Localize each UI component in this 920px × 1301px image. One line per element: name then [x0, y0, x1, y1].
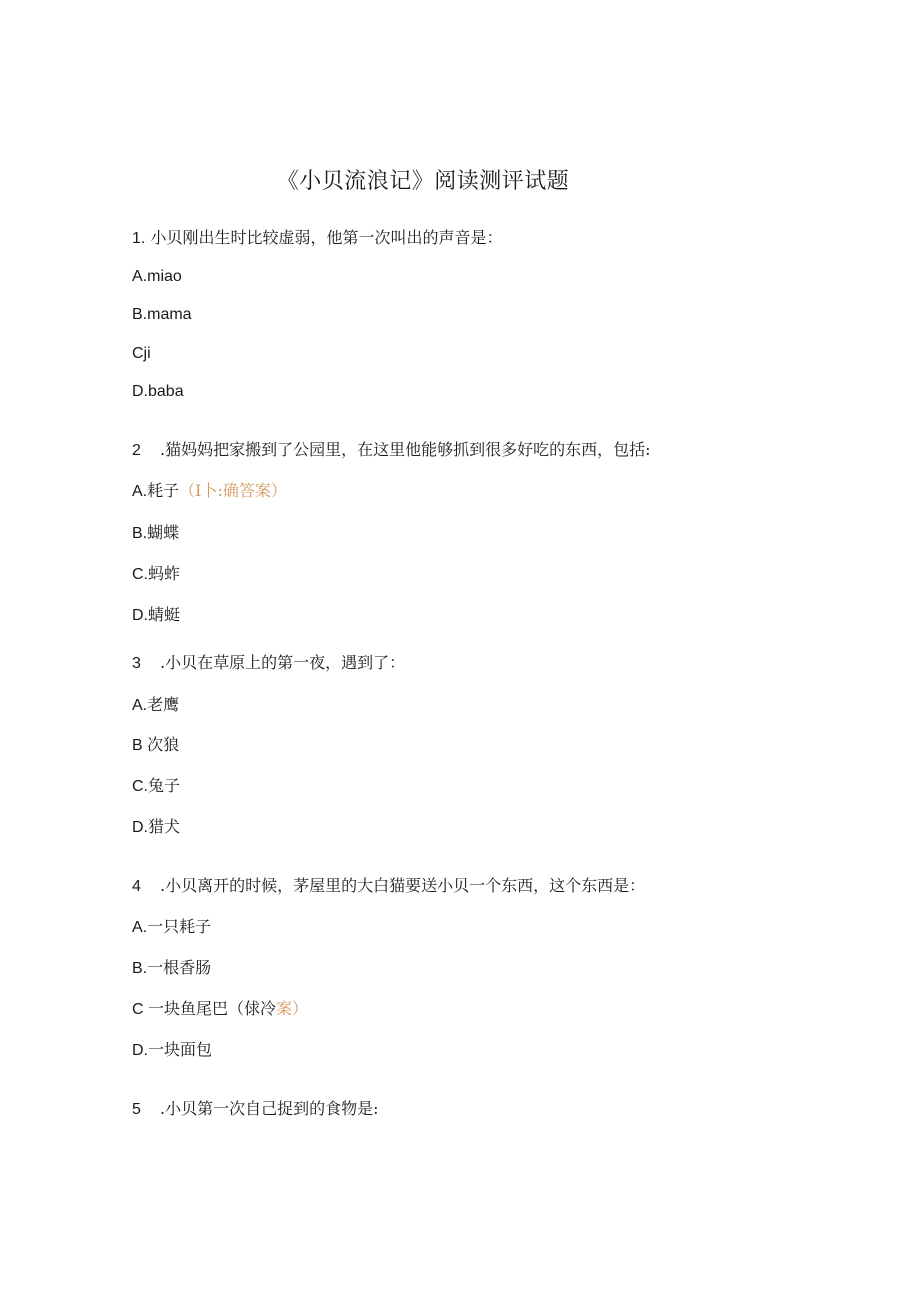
option-text: 蜻蜓: [148, 605, 181, 624]
question-5: [132, 1097, 378, 1122]
option-label: A.: [132, 268, 148, 285]
question-number: 1.: [132, 230, 146, 247]
option-text: 兔子: [148, 776, 181, 795]
option-label: C.: [132, 566, 148, 583]
question-number: 4: [132, 878, 141, 895]
option-label: D.: [132, 1042, 148, 1059]
option-label: A.: [132, 483, 148, 500]
option-text: 一块面包: [148, 1040, 213, 1059]
option-text: 一只耗子: [147, 917, 212, 936]
option-2d: [132, 603, 180, 628]
option-text: baba: [148, 383, 184, 400]
option-1b: [132, 302, 192, 327]
question-2: [132, 438, 650, 463]
option-text: 蚂蚱: [148, 564, 181, 583]
option-text: 蝴蝶: [147, 523, 180, 542]
option-label: C.: [132, 778, 148, 795]
option-2a: [132, 479, 287, 504]
page-title: 《小贝流浪记》阅读测评试题: [276, 169, 570, 194]
question-4: [132, 874, 645, 899]
option-text: 老鹰: [147, 695, 180, 714]
answer-note: 案）: [276, 999, 309, 1018]
option-3b: [132, 733, 179, 758]
option-label: B.: [132, 525, 148, 542]
answer-note: （I卜:确答案）: [179, 481, 287, 500]
option-3c: [132, 774, 180, 799]
option-label: B.: [132, 960, 148, 977]
option-4c: [132, 997, 308, 1022]
option-3d: [132, 815, 180, 840]
option-text: miao: [147, 268, 182, 285]
option-label: C: [132, 1001, 148, 1018]
question-number: 2: [132, 442, 141, 459]
option-4b: [132, 956, 211, 981]
option-label: D.: [132, 607, 148, 624]
option-text: 一块鱼尾巴（俅冷: [148, 999, 277, 1018]
option-text: 耗子: [147, 481, 180, 500]
option-4d: [132, 1038, 212, 1063]
option-4a: [132, 915, 211, 940]
question-number: 5: [132, 1101, 141, 1118]
option-2b: [132, 521, 179, 546]
question-number: 3: [132, 655, 141, 672]
option-label: D.: [132, 819, 148, 836]
option-text: mama: [147, 306, 192, 323]
option-3a: [132, 693, 179, 718]
option-1c: [132, 341, 151, 366]
question-3: [132, 651, 405, 676]
question-1: [132, 226, 502, 251]
option-1a: [132, 264, 182, 289]
option-2c: [132, 562, 180, 587]
option-label: D.: [132, 383, 148, 400]
option-text: 猎犬: [148, 817, 181, 836]
question-text: .猫妈妈把家搬到了公园里，在这里他能够抓到很多好吃的东西，包括:: [160, 440, 651, 459]
option-text: 一根香肠: [147, 958, 212, 977]
question-text: .小贝第一次自己捉到的食物是:: [160, 1099, 379, 1118]
option-1d: [132, 379, 184, 404]
option-label: A.: [132, 697, 148, 714]
option-label: B.: [132, 306, 148, 323]
option-label: A.: [132, 919, 148, 936]
question-text: 小贝刚出生时比较虚弱，他第一次叫出的声音是：: [150, 228, 503, 247]
question-text: .小贝在草原上的第一夜，遇到了：: [160, 653, 406, 672]
option-text: 次狼: [147, 735, 180, 754]
question-text: .小贝离开的时候，茅屋里的大白猫要送小贝一个东西，这个东西是：: [160, 876, 646, 895]
option-label: Cji: [132, 345, 151, 362]
option-label: B: [132, 737, 148, 754]
